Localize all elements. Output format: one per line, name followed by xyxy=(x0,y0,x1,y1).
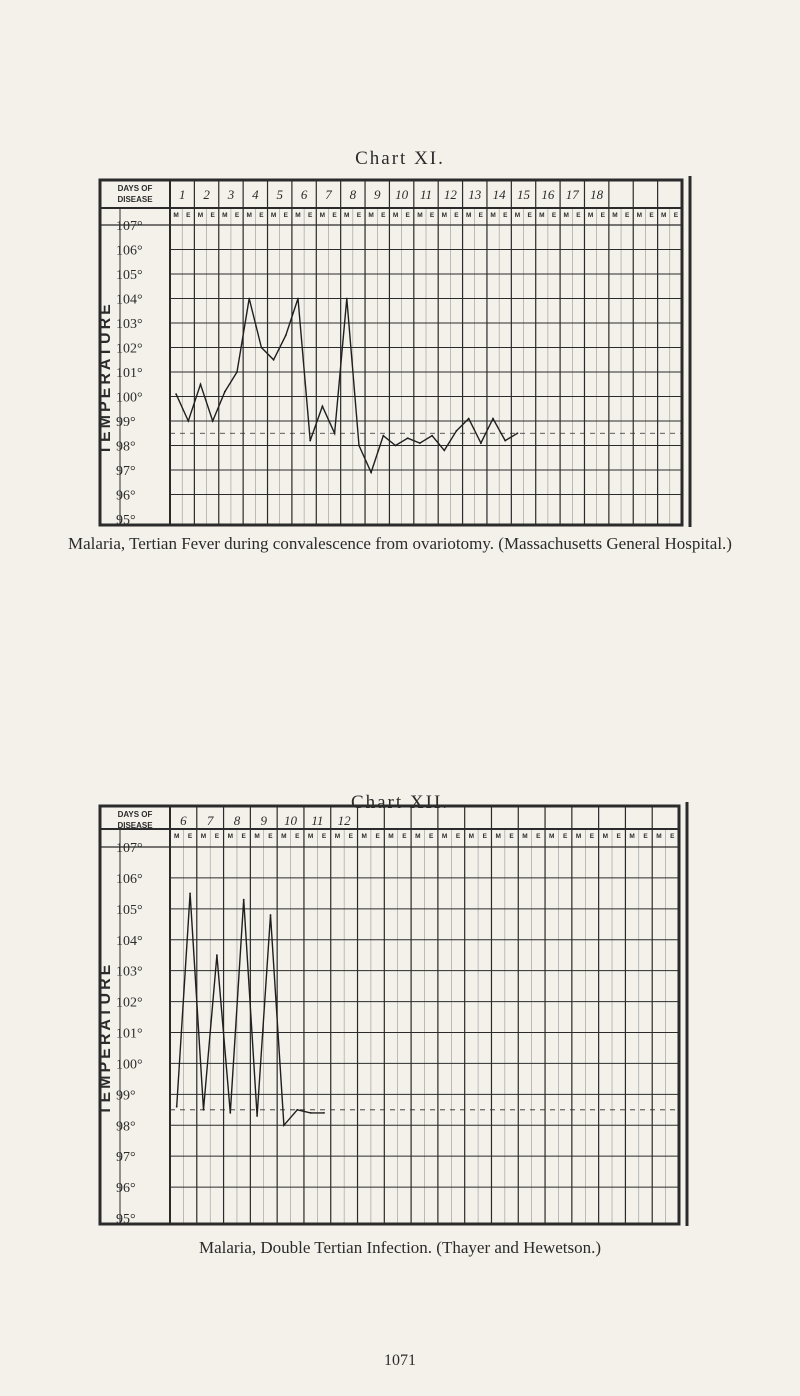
chart-11-evening-label: E xyxy=(308,212,313,219)
chart-11-morning-label: M xyxy=(587,212,594,219)
chart-11-evening-label: E xyxy=(186,212,191,219)
chart-12-y-tick-label: 101° xyxy=(116,1026,143,1042)
chart-11-temperature-point xyxy=(407,437,409,439)
chart-11-evening-label: E xyxy=(454,212,459,219)
chart-11-caption: Malaria, Tertian Fever during convalescence from ovariotomy. (Massachusetts General Hospital.) xyxy=(68,534,732,553)
chart-11-day-label: 3 xyxy=(227,187,235,202)
chart-12-evening-label: E xyxy=(536,833,541,840)
chart-11-morning-label: M xyxy=(661,212,667,219)
chart-12-evening-label: E xyxy=(321,833,327,840)
chart-11-y-tick-label: 101° xyxy=(116,366,143,381)
chart-12-morning-label: M xyxy=(495,833,501,840)
chart-12-y-tick-label: 102° xyxy=(116,995,143,1011)
chart-12-y-tick-label: 100° xyxy=(116,1057,143,1073)
chart-11-morning-label: M xyxy=(563,212,569,219)
chart-11-day-label: 12 xyxy=(443,187,457,202)
chart-11-temperature-point xyxy=(431,435,433,437)
chart-11-y-tick-label: 98° xyxy=(116,439,136,455)
chart-11-y-tick-label: 105° xyxy=(116,268,143,283)
chart-11-y-tick-label: 102° xyxy=(116,341,143,357)
chart-12-evening-label: E xyxy=(589,833,595,840)
chart-11-evening-label: E xyxy=(527,212,532,219)
chart-11-evening-label: E xyxy=(624,212,630,219)
chart-11-morning-label: M xyxy=(441,212,447,219)
chart-11-temperature-point xyxy=(480,442,482,444)
chart-11-temperature-point xyxy=(334,432,336,434)
chart-11-morning-label: M xyxy=(368,212,374,219)
chart-12-evening-label: E xyxy=(295,833,300,840)
chart-11-evening-label: E xyxy=(210,212,215,219)
chart-12-evening-label: E xyxy=(562,833,568,840)
chart-11-temperature-point xyxy=(456,430,458,432)
chart-11-temperature-point xyxy=(261,347,263,349)
chart-12-y-tick-label: 106° xyxy=(116,871,143,887)
chart-12-y-tick-label: 99° xyxy=(116,1088,136,1104)
chart-11-evening-label: E xyxy=(429,212,435,219)
chart-11-morning-label: M xyxy=(392,212,399,219)
chart-12-evening-label: E xyxy=(429,833,434,840)
chart-11-temperature-point xyxy=(468,418,470,420)
chart-11-evening-label: E xyxy=(503,212,508,219)
chart-11-morning-label: M xyxy=(295,212,301,219)
page-number: 1071 xyxy=(384,1352,416,1369)
chart-11-temperature-point xyxy=(358,445,360,447)
chart-11-morning-label: M xyxy=(319,212,326,219)
chart-12-morning-label: M xyxy=(200,833,207,840)
chart-11-y-tick-label: 106° xyxy=(116,243,143,259)
chart-11-day-label: 6 xyxy=(300,187,308,202)
chart-11-day-label: 10 xyxy=(395,187,409,202)
chart-12-y-tick-label: 104° xyxy=(116,933,143,949)
chart-12-day-label: 7 xyxy=(206,813,214,828)
chart-11-temperature-point xyxy=(248,298,250,300)
chart-12-morning-label: M xyxy=(281,833,287,840)
chart-11-y-tick-label: 99° xyxy=(116,415,136,430)
chart-11-day-label: 16 xyxy=(541,187,555,202)
chart-11-morning-label: M xyxy=(465,212,472,219)
chart-12-evening-label: E xyxy=(348,833,354,840)
chart-12-morning-label: M xyxy=(415,833,421,840)
chart-12-morning-label: M xyxy=(307,833,314,840)
chart-11-temperature-point xyxy=(443,450,445,452)
chart-11-day-label: 15 xyxy=(517,187,531,202)
chart-11-day-label: 11 xyxy=(419,187,433,202)
chart-11-y-tick-label: 103° xyxy=(116,317,143,332)
chart-11-day-label: 14 xyxy=(492,187,506,202)
chart-12-morning-label: M xyxy=(522,833,528,840)
chart-11-evening-label: E xyxy=(356,212,362,219)
chart-11-temperature-point xyxy=(309,440,311,442)
chart-12-evening-label: E xyxy=(670,833,675,840)
chart-11-morning-label: M xyxy=(222,212,228,219)
chart-11-header-label-line1: DAYS OF xyxy=(117,184,153,193)
chart-12-y-tick-label: 96° xyxy=(116,1181,136,1197)
chart-11-temperature-curve xyxy=(176,299,517,473)
chart-11-evening-label: E xyxy=(478,212,484,219)
chart-11-morning-label: M xyxy=(514,212,521,219)
chart-12-evening-label: E xyxy=(509,833,514,840)
chart-11-day-label: 7 xyxy=(325,187,332,202)
chart-11-evening-label: E xyxy=(332,212,337,219)
chart-11-evening-label: E xyxy=(673,212,679,219)
chart-11-evening-label: E xyxy=(649,212,654,219)
chart-11-day-label: 9 xyxy=(373,187,381,202)
chart-11-evening-label: E xyxy=(234,212,240,219)
chart-12-day-label: 12 xyxy=(337,813,351,828)
chart-11-y-tick-label: 107° xyxy=(116,219,143,234)
chart-12-day-label: 8 xyxy=(233,813,241,828)
chart-11-evening-label: E xyxy=(259,212,264,219)
chart-12-evening-label: E xyxy=(268,833,273,840)
chart-11-temperature-point xyxy=(273,359,275,361)
chart-11-title: Chart XI. xyxy=(355,148,445,169)
chart-11-temperature-point xyxy=(224,391,226,393)
chart-11-temperature-point xyxy=(322,405,324,407)
chart-11-day-label: 1 xyxy=(178,187,186,202)
chart-11-morning-label: M xyxy=(539,212,545,219)
chart-12-evening-label: E xyxy=(375,833,380,840)
chart-11-morning-label: M xyxy=(636,212,643,219)
chart-11-temperature-point xyxy=(236,371,238,373)
chart-12-day-label: 6 xyxy=(180,813,187,828)
chart-11-evening-label: E xyxy=(405,212,410,219)
chart-11-temperature-point xyxy=(419,442,421,444)
chart-12-evening-label: E xyxy=(187,833,193,840)
chart-12-day-label: 9 xyxy=(260,813,268,828)
chart-11-evening-label: E xyxy=(283,212,288,219)
chart-11-temperature-point xyxy=(297,298,299,300)
chart-11-temperature-point xyxy=(346,298,348,300)
chart-11-day-label: 13 xyxy=(468,187,482,202)
chart-12-morning-label: M xyxy=(173,833,180,840)
chart-12-y-tick-label: 95° xyxy=(116,1212,136,1227)
chart-11-day-label: 8 xyxy=(349,187,357,202)
chart-12-ylabel: TEMPERATURE xyxy=(97,961,114,1116)
chart-11-temperature-point xyxy=(382,435,384,437)
chart-11-temperature-point xyxy=(212,420,214,422)
chart-11-temperature-point xyxy=(200,383,202,385)
chart-12-caption: Malaria, Double Tertian Infection. (Thayer and Hewetson.) xyxy=(198,1238,602,1257)
chart-11-evening-label: E xyxy=(576,212,581,219)
chart-11-morning-label: M xyxy=(173,212,179,219)
chart-11-morning-label: M xyxy=(270,212,277,219)
chart-11-y-tick-label: 104° xyxy=(116,292,143,308)
chart-12-evening-label: E xyxy=(214,833,220,840)
chart-12-morning-label: M xyxy=(575,833,582,840)
chart-11-ylabel: TEMPERATURE xyxy=(97,301,114,455)
chart-12-y-tick-label: 97° xyxy=(116,1150,136,1166)
chart-11-evening-label: E xyxy=(600,212,605,219)
chart-12-evening-label: E xyxy=(616,833,621,840)
chart-12-y-tick-label: 98° xyxy=(116,1119,136,1135)
chart-12-day-label: 11 xyxy=(311,813,324,828)
chart-12-y-tick-label: 105° xyxy=(116,902,143,918)
chart-11-morning-label: M xyxy=(197,212,204,219)
chart-12-morning-label: M xyxy=(254,833,260,840)
chart-12-y-tick-label: 107° xyxy=(116,841,143,856)
chart-11-day-label: 2 xyxy=(203,187,210,202)
chart-11-temperature-point xyxy=(285,334,287,336)
chart-11-day-label: 18 xyxy=(590,187,604,202)
chart-12-evening-label: E xyxy=(482,833,487,840)
chart-11-morning-label: M xyxy=(344,212,350,219)
chart-12-evening-label: E xyxy=(643,833,648,840)
chart-11-temperature-point xyxy=(395,445,397,447)
chart-11-y-tick-label: 95° xyxy=(116,513,136,528)
chart-12-morning-label: M xyxy=(602,833,609,840)
chart-11-morning-label: M xyxy=(612,212,618,219)
chart-11-temperature-point xyxy=(492,418,494,420)
chart-12-evening-label: E xyxy=(241,833,246,840)
chart-12-day-label: 10 xyxy=(284,813,298,828)
chart-11-evening-label: E xyxy=(551,212,557,219)
chart-11-temperature-point xyxy=(187,420,189,422)
chart-12-morning-label: M xyxy=(549,833,555,840)
chart-11-temperature-point xyxy=(370,472,372,474)
chart-12-morning-label: M xyxy=(656,833,662,840)
chart-11-frame xyxy=(100,180,682,525)
chart-11-temperature-point xyxy=(517,432,519,434)
chart-11-evening-label: E xyxy=(381,212,386,219)
chart-12-evening-label: E xyxy=(402,833,407,840)
chart-11-day-label: 17 xyxy=(565,187,579,202)
chart-11-morning-label: M xyxy=(417,212,423,219)
chart-12-title: Chart XII. xyxy=(350,792,450,813)
chart-11-y-tick-label: 96° xyxy=(116,488,136,504)
chart-11-morning-label: M xyxy=(246,212,252,219)
chart-11-y-tick-label: 100° xyxy=(116,390,143,406)
chart-11-header-label-line2: DISEASE xyxy=(117,195,153,204)
chart-12-evening-label: E xyxy=(455,833,461,840)
chart-12-header-label-line1: DAYS OF xyxy=(117,810,153,819)
chart-11-morning-label: M xyxy=(490,212,496,219)
chart-11-day-label: 4 xyxy=(252,187,259,202)
chart-12-y-tick-label: 103° xyxy=(116,964,143,980)
chart-11-day-label: 5 xyxy=(276,187,283,202)
chart-12-header-label-line2: DISEASE xyxy=(117,821,153,830)
chart-12-morning-label: M xyxy=(629,833,635,840)
chart-12-morning-label: M xyxy=(227,833,233,840)
chart-12-morning-label: M xyxy=(334,833,341,840)
chart-11-y-tick-label: 97° xyxy=(116,464,136,479)
chart-12-morning-label: M xyxy=(361,833,367,840)
chart-12-morning-label: M xyxy=(388,833,394,840)
chart-12-morning-label: M xyxy=(468,833,475,840)
chart-12-morning-label: M xyxy=(441,833,448,840)
chart-11-temperature-point xyxy=(504,440,506,442)
chart-11-temperature-point xyxy=(175,393,177,395)
